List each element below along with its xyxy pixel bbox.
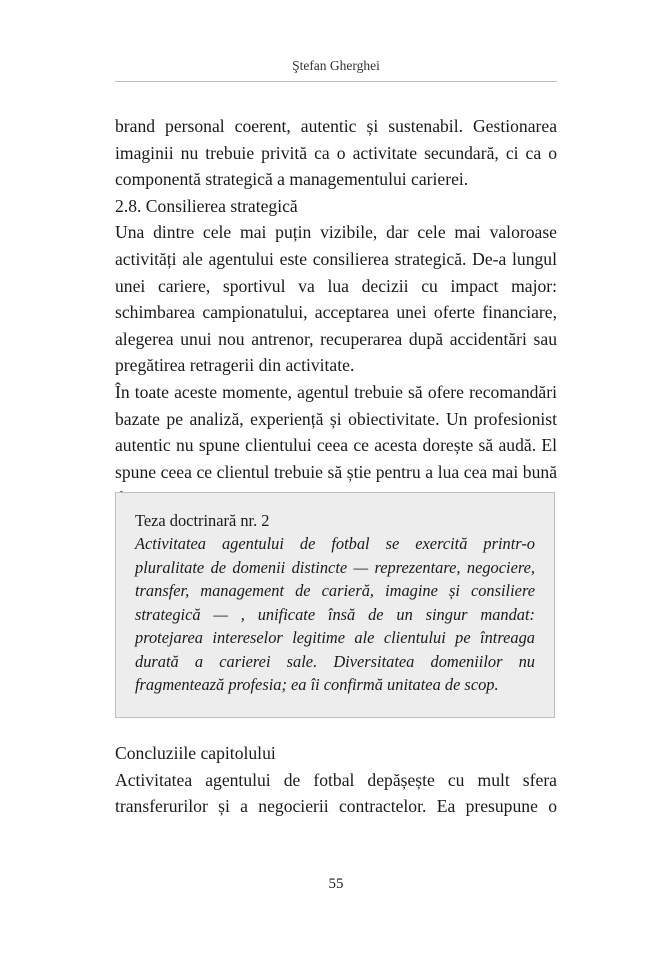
running-header: Ştefan Gherghei — [292, 58, 380, 73]
page-number: 55 — [328, 876, 344, 892]
thesis-box — [115, 492, 555, 718]
header-divider — [115, 81, 557, 82]
main-text — [115, 113, 557, 512]
thesis-text: Activitatea agentului de fotbal se exercită printr-o pluralitate de domenii distincte — reprezentare, negociere, transfer, management de carieră, imagine și consiliere strategică — , unificate însă de un singur mandat: protejarea intereselor legitime ale clientului pe întreaga durată a carierei sale. Diversitatea domeniilor nu fragmentează profesia; ea îi confirmă unitatea de scop. — [135, 534, 535, 694]
paragraph-continuation: brand personal coerent, autentic și sustenabil. Gestionarea imaginii nu trebuie privită ca o activitate secundară, ci ca o componentă strategică a managementului carierei. — [115, 116, 557, 190]
conclusions-heading: Concluziile capitolului — [115, 743, 276, 763]
conclusions-section — [115, 740, 557, 820]
paragraph-strategic-counseling: Una dintre cele mai puțin vizibile, dar cele mai valoroase activități ale agentului este consilierea strategică. De-a lungul unei cariere, sportivul va lua decizii cu impact major: schimbarea campionatului, acceptarea unei oferte financiare, alegerea unui nou antrenor, recuperarea după accidentări sau pregătirea retragerii din activitate. — [115, 222, 557, 376]
thesis-title: Teza doctrinară nr. 2 — [135, 511, 270, 530]
conclusions-text: Activitatea agentului de fotbal depășește cu mult sfera transferurilor și a negocierii contractelor. Ea presupune o — [115, 769, 557, 817]
section-heading: 2.8. Consilierea strategică — [115, 195, 298, 216]
paragraph-advice: În toate aceste momente, agentul trebuie să ofere recomandări bazate pe analiză, experiență și obiectivitate. Un profesionist autentic nu spune clientului ceea ce acesta dorește să audă. El spune ceea ce clientul trebuie să știe pentru a lua cea mai bună — [115, 381, 557, 482]
